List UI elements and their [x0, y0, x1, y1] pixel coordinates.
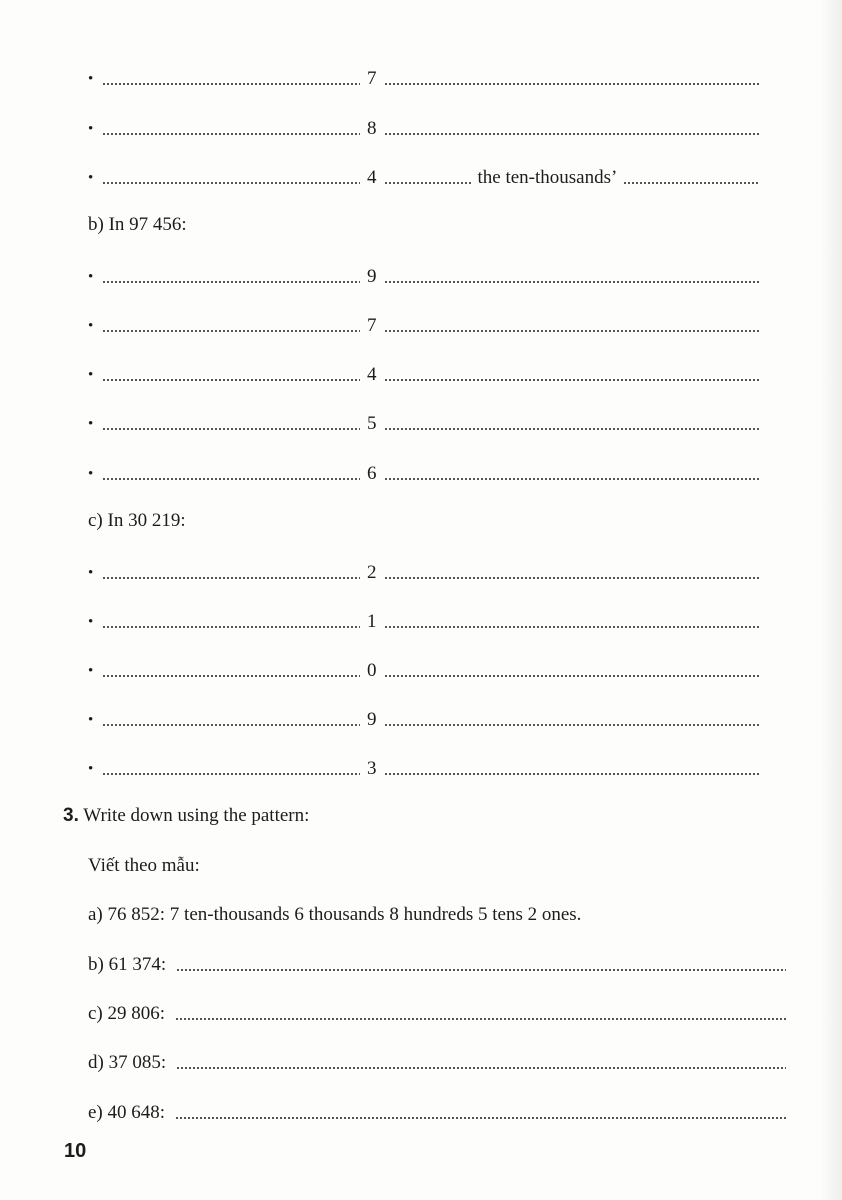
bullet-icon: •: [88, 121, 94, 137]
answer-blank[interactable]: [176, 968, 786, 972]
answer-blank[interactable]: [384, 280, 761, 284]
item-label: b) 61 374:: [88, 954, 167, 975]
bullet-row: [88, 165, 760, 189]
digit-label: 4: [367, 364, 377, 385]
answer-blank[interactable]: [175, 1017, 786, 1021]
bullet-row: [88, 362, 760, 386]
part-b-label: b) In 97 456:: [88, 214, 187, 235]
item-label: e) 40 648:: [88, 1102, 166, 1123]
answer-blank[interactable]: [384, 674, 761, 678]
write-row: [88, 1100, 786, 1124]
answer-blank[interactable]: [623, 181, 760, 185]
answer-blank[interactable]: [102, 477, 360, 481]
digit-label: 9: [367, 266, 377, 287]
answer-blank[interactable]: [384, 329, 761, 333]
answer-blank[interactable]: [102, 674, 360, 678]
item-label: d) 37 085:: [88, 1052, 167, 1073]
example-answer: a) 76 852: 7 ten-thousands 6 thousands 8 hundreds 5 tens 2 ones.: [88, 904, 582, 925]
bullet-icon: •: [88, 614, 94, 630]
digit-label: 7: [367, 68, 377, 89]
page-edge-shadow: [820, 0, 842, 1200]
bullet-icon: •: [88, 416, 94, 432]
bullet-icon: •: [88, 663, 94, 679]
answer-blank[interactable]: [384, 576, 761, 580]
answer-blank[interactable]: [102, 280, 360, 284]
question-text: Write down using the pattern:: [83, 805, 310, 826]
bullet-icon: •: [88, 318, 94, 334]
answer-blank[interactable]: [176, 1066, 786, 1070]
part-c-label: c) In 30 219:: [88, 510, 186, 531]
answer-blank[interactable]: [102, 576, 360, 580]
page-number: 10: [64, 1140, 87, 1162]
bullet-icon: •: [88, 712, 94, 728]
digit-label: 1: [367, 611, 377, 632]
bullet-icon: •: [88, 170, 94, 186]
answer-blank[interactable]: [102, 181, 360, 185]
digit-label: 7: [367, 315, 377, 336]
answer-blank[interactable]: [384, 427, 761, 431]
bullet-icon: •: [88, 761, 94, 777]
bullet-row: [88, 609, 760, 633]
answer-blank[interactable]: [102, 723, 360, 727]
answer-blank[interactable]: [384, 723, 761, 727]
place-value-text: the ten-thousands’: [477, 167, 618, 188]
digit-label: 9: [367, 709, 377, 730]
bullet-icon: •: [88, 269, 94, 285]
bullet-icon: •: [88, 71, 94, 87]
bullet-row: [88, 116, 760, 140]
question-number: 3.: [63, 805, 79, 826]
bullet-row: [88, 560, 760, 584]
bullet-row: [88, 658, 760, 682]
item-label: c) 29 806:: [88, 1003, 166, 1024]
answer-blank[interactable]: [384, 132, 761, 136]
digit-label: 6: [367, 463, 377, 484]
write-row: [88, 1001, 786, 1025]
digit-label: 8: [367, 118, 377, 139]
bullet-icon: •: [88, 367, 94, 383]
answer-blank[interactable]: [175, 1116, 786, 1120]
answer-blank[interactable]: [102, 82, 360, 86]
question-3-title: [63, 805, 309, 827]
answer-blank[interactable]: [102, 132, 360, 136]
answer-blank[interactable]: [384, 625, 761, 629]
question-3-subtitle: Viết theo mẫu:: [88, 855, 200, 876]
write-row: [88, 952, 786, 976]
bullet-row: [88, 756, 760, 780]
answer-blank[interactable]: [384, 181, 472, 185]
digit-label: 2: [367, 562, 377, 583]
digit-label: 0: [367, 660, 377, 681]
bullet-row: [88, 313, 760, 337]
bullet-row: [88, 66, 760, 90]
answer-blank[interactable]: [384, 772, 761, 776]
write-row: [88, 1050, 786, 1074]
bullet-row: [88, 461, 760, 485]
answer-blank[interactable]: [384, 378, 761, 382]
bullet-icon: •: [88, 565, 94, 581]
digit-label: 3: [367, 758, 377, 779]
bullet-row: [88, 264, 760, 288]
answer-blank[interactable]: [384, 82, 761, 86]
bullet-row: [88, 707, 760, 731]
answer-blank[interactable]: [102, 329, 360, 333]
answer-blank[interactable]: [102, 378, 360, 382]
answer-blank[interactable]: [102, 772, 360, 776]
digit-label: 4: [367, 167, 377, 188]
answer-blank[interactable]: [384, 477, 761, 481]
digit-label: 5: [367, 413, 377, 434]
answer-blank[interactable]: [102, 427, 360, 431]
bullet-row: [88, 411, 760, 435]
answer-blank[interactable]: [102, 625, 360, 629]
bullet-icon: •: [88, 466, 94, 482]
